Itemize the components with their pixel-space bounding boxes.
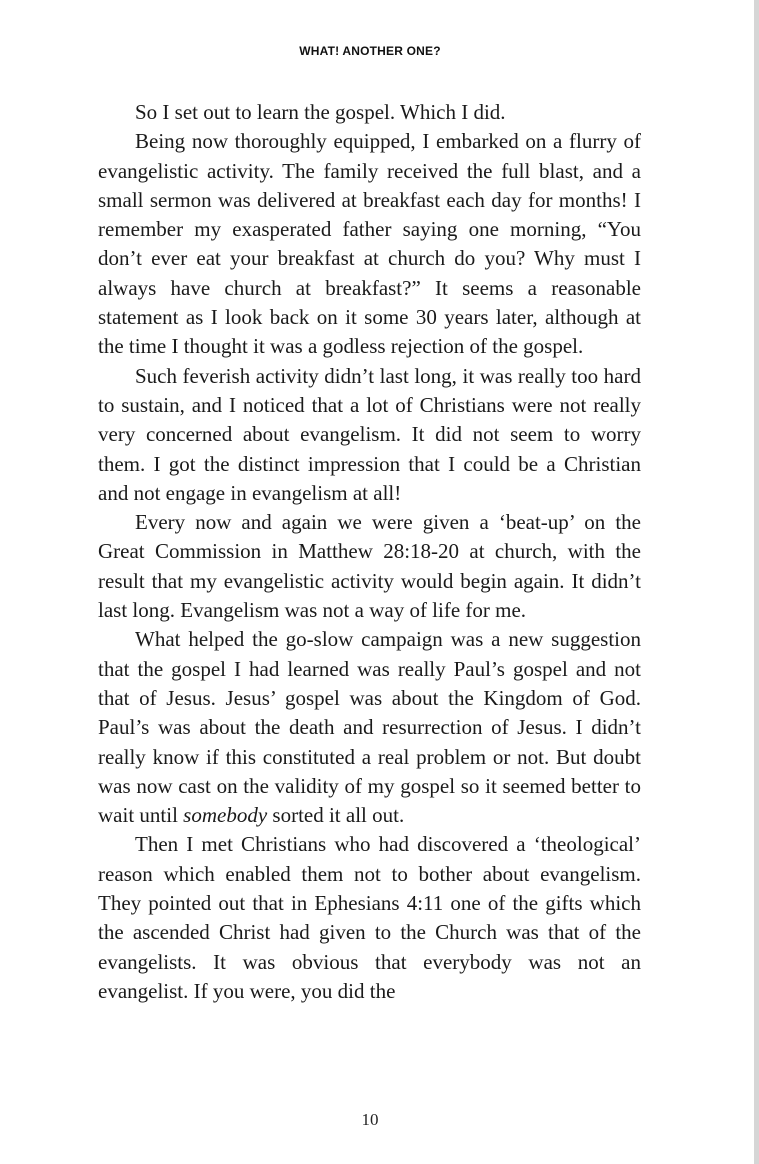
running-head: WHAT! ANOTHER ONE?	[299, 44, 441, 58]
page-number: 10	[361, 1110, 379, 1129]
paragraph: Every now and again we were given a ‘beat-up’ on the Great Commission in Matthew 28:18-20 at church, with the result that my evangelistic activity would begin again. It didn’t last long. Evangelism was not a way of life for me.	[98, 510, 641, 623]
paragraph: Being now thoroughly equipped, I embarked on a flurry of evangelistic activity. The family received the full blast, and a small sermon was delivered at breakfast each day for months! I remember my exasperated father saying one morning, “You don’t ever eat your breakfast at church do you? Why must I always have church at breakfast?” It seems a reasonable statement as I look back on it some 30 years later, although at the time I thought it was a godless rejection of the gospel.	[98, 129, 641, 359]
paragraph	[98, 625, 641, 830]
paragraph-text: sorted it all out.	[267, 803, 405, 828]
page-edge-shadow	[754, 0, 759, 1164]
emphasized-word: somebody	[183, 803, 268, 828]
body-text	[98, 98, 641, 1006]
paragraph: So I set out to learn the gospel. Which I did.	[135, 100, 506, 124]
paragraph-text: What helped the go-slow campaign was a new suggestion that the gospel I had learned was really Paul’s gospel and not that of Jesus. Jesus’ gospel was about the Kingdom of God. Paul’s was about the death and resurrection of Jesus. I didn’t really know if this constituted a real problem or not. But doubt was now cast on the validity of my gospel so it seemed better to wait until	[98, 627, 641, 828]
paragraph: Then I met Christians who had discovered a ‘theological’ reason which enabled them not to bother about evangelism. They pointed out that in Ephesians 4:11 one of the gifts which the ascended Christ had given to the Church was that of the evangelists. It was obvious that everybody was not an evangelist. If you were, you did the	[98, 832, 641, 1003]
paragraph: Such feverish activity didn’t last long, it was really too hard to sustain, and I noticed that a lot of Christians were not really very concerned about evangelism. It did not seem to worry them. I got the distinct impression that I could be a Christian and not engage in evangelism at all!	[98, 363, 641, 505]
